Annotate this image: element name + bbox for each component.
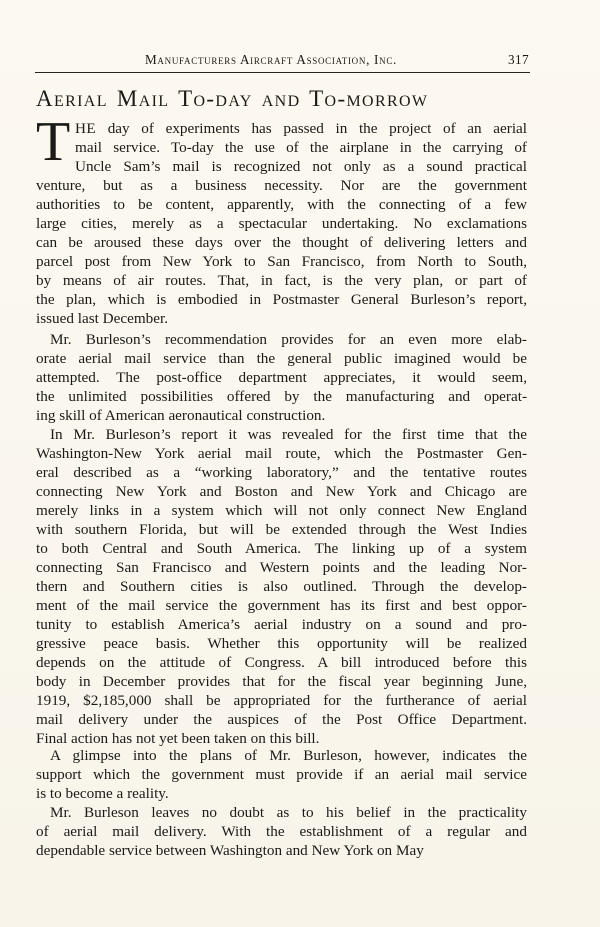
opening-word: HE: [75, 120, 97, 137]
text-line: 1919, $2,185,000 shall be appropriated for the furtherance of aerial: [36, 692, 527, 709]
article-title: Aerial Mail To-day and To-morrow: [36, 86, 429, 111]
text-line: attempted. The post-office department appreciates, it would seem,: [36, 369, 527, 386]
text-line: mail delivery under the auspices of the Post Office Department.: [36, 711, 527, 728]
text-line: by means of air routes. That, in fact, is the very plan, or part of: [36, 272, 527, 289]
text-line: is to become a reality.: [36, 785, 169, 802]
text-line: to both Central and South America. The linking up of a system: [36, 540, 527, 557]
text-line: ing skill of American aeronautical construction.: [36, 407, 326, 424]
text-line: A glimpse into the plans of Mr. Burleson, however, indicates the: [50, 747, 527, 764]
text-line: support which the government must provide if an aerial mail service: [36, 766, 527, 783]
text-line: the unlimited possibilities offered by the manufacturing and operat-: [36, 388, 527, 405]
text-line: In Mr. Burleson’s report it was revealed for the first time that the: [50, 426, 527, 443]
text-line: Final action has not yet been taken on this bill.: [36, 730, 320, 747]
text-line: dependable service between Washington and New York on May: [36, 842, 424, 859]
running-title: Manufacturers Aircraft Association, Inc.: [145, 52, 398, 67]
text-line: HE day of experiments has passed in the project of an aerial: [75, 120, 527, 137]
text-line: connecting New York and Boston and New York and Chicago are: [36, 483, 527, 500]
text-line: Uncle Sam’s mail is recognized not only as a sound practical: [75, 158, 527, 175]
text-line: depends on the attitude of Congress. A bill introduced before this: [36, 654, 527, 671]
text-line: orate aerial mail service than the general public imagined would be: [36, 350, 527, 367]
text-line: parcel post from New York to San Francisco, from North to South,: [36, 253, 527, 270]
page-number: 317: [508, 52, 529, 67]
text-line: authorities to be content, apparently, with the connecting of a few: [36, 196, 527, 213]
text-line: large cities, merely as a spectacular undertaking. No exclamations: [36, 215, 527, 232]
text-line: merely links in a system which will not only connect New England: [36, 502, 527, 519]
header-rule: [35, 72, 530, 73]
text-line: body in December provides that for the fiscal year beginning June,: [36, 673, 527, 690]
text-line: the plan, which is embodied in Postmaster General Burleson’s report,: [36, 291, 527, 308]
text-line: thern and Southern cities is also outlined. Through the develop-: [36, 578, 527, 595]
text-line: venture, but as a business necessity. Nor are the government: [36, 177, 527, 194]
text-line: mail service. To-day the use of the airplane in the carrying of: [75, 139, 527, 156]
text-line: Mr. Burleson leaves no doubt as to his belief in the practicality: [50, 804, 527, 821]
drop-cap: T: [36, 111, 71, 173]
text-line: of aerial mail delivery. With the establishment of a regular and: [36, 823, 527, 840]
text-line: eral described as a “working laboratory,” and the tentative routes: [36, 464, 527, 481]
text-line: Mr. Burleson’s recommendation provides for an even more elab-: [50, 331, 527, 348]
text-line: can be aroused these days over the thought of delivering letters and: [36, 234, 527, 251]
text-line: Washington-New York aerial mail route, which the Postmaster Gen-: [36, 445, 527, 462]
text-line: with southern Florida, but will be extended through the West Indies: [36, 521, 527, 538]
text-line: issued last December.: [36, 310, 169, 327]
text-line: connecting San Francisco and Western points and the leading Nor-: [36, 559, 527, 576]
text-line: gressive peace basis. Whether this opportunity will be realized: [36, 635, 527, 652]
text-line: ment of the mail service the government has its first and best oppor-: [36, 597, 527, 614]
text-line: tunity to establish America’s aerial industry on a sound and pro-: [36, 616, 527, 633]
